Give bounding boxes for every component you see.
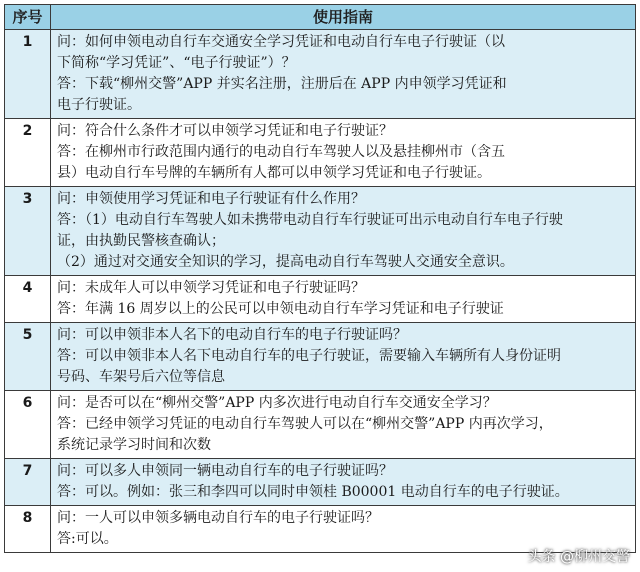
guide-line: 县）电动自行车号牌的车辆所有人都可以申领学习凭证和电子行驶证。 <box>57 165 491 181</box>
faq-table <box>4 4 636 553</box>
guide-line: 答：年满 16 周岁以上的公民可以申领电动自行车学习凭证和电子行驶证 <box>57 301 504 317</box>
table-row <box>5 187 636 276</box>
guide-line: 答：可以。例如：张三和李四可以同时申领桂 B00001 电动自行车的电子行驶证。 <box>57 484 569 500</box>
row-guide <box>51 323 636 391</box>
row-number: 4 <box>5 276 51 323</box>
guide-line: 证，由执勤民警核查确认； <box>57 233 225 249</box>
table-row <box>5 459 636 506</box>
table-row <box>5 119 636 187</box>
row-number: 7 <box>5 459 51 506</box>
header-guide: 使用指南 <box>51 5 636 30</box>
guide-line: 答：可以申领非本人名下电动自行车的电子行驶证，需要输入车辆所有人身份证明 <box>57 348 561 364</box>
row-number: 1 <box>5 30 51 119</box>
watermark: 头条 @柳州交警 <box>527 549 630 565</box>
guide-line: 问：是否可以在“柳州交警”APP 内多次进行电动自行车交通安全学习？ <box>57 395 497 411</box>
table-row <box>5 323 636 391</box>
table-row <box>5 391 636 459</box>
row-guide <box>51 459 636 506</box>
guide-line: 问：一人可以申领多辆电动自行车的电子行驶证吗？ <box>57 510 379 526</box>
guide-line: 系统记录学习时间和次数 <box>57 437 211 453</box>
guide-line: 号码、车架号后六位等信息 <box>57 369 225 385</box>
guide-line: 问：申领使用学习凭证和电子行驶证有什么作用？ <box>57 191 365 207</box>
guide-line: 下简称“学习凭证”、“电子行驶证”）？ <box>57 55 296 71</box>
guide-line: 问：如何申领电动自行车交通安全学习凭证和电动自行车电子行驶证（以 <box>57 34 505 50</box>
faq-body <box>5 30 636 553</box>
guide-line: 答:可以。 <box>57 531 118 547</box>
row-number: 5 <box>5 323 51 391</box>
row-guide <box>51 30 636 119</box>
guide-line: 答：（1）电动自行车驾驶人如未携带电动自行车行驶证可出示电动自行车电子行驶 <box>57 212 563 228</box>
guide-line: 问：可以多人申领同一辆电动自行车的电子行驶证吗？ <box>57 463 393 479</box>
row-number: 6 <box>5 391 51 459</box>
header-number: 序号 <box>5 5 51 30</box>
guide-line: 问：可以申领非本人名下的电动自行车的电子行驶证吗？ <box>57 327 407 343</box>
guide-line: 问：符合什么条件才可以申领学习凭证和电子行驶证？ <box>57 123 393 139</box>
row-guide <box>51 119 636 187</box>
row-number: 8 <box>5 506 51 553</box>
guide-line: 答：已经申领学习凭证的电动自行车驾驶人可以在“柳州交警”APP 内再次学习， <box>57 416 553 432</box>
guide-line: 答：在柳州市行政范围内通行的电动自行车驾驶人以及悬挂柳州市（含五 <box>57 144 505 160</box>
guide-line: 答：下载“柳州交警”APP 并实名注册，注册后在 APP 内申领学习凭证和 <box>57 76 507 92</box>
row-guide <box>51 187 636 276</box>
row-number: 2 <box>5 119 51 187</box>
row-guide <box>51 391 636 459</box>
table-row <box>5 276 636 323</box>
header-row <box>5 5 636 30</box>
guide-line: （2）通过对交通安全知识的学习，提高电动自行车驾驶人交通安全意识。 <box>57 254 514 270</box>
row-number: 3 <box>5 187 51 276</box>
row-guide <box>51 276 636 323</box>
guide-line: 问：未成年人可以申领学习凭证和电子行驶证吗？ <box>57 280 365 296</box>
table-row <box>5 30 636 119</box>
guide-line: 电子行驶证。 <box>57 97 141 113</box>
